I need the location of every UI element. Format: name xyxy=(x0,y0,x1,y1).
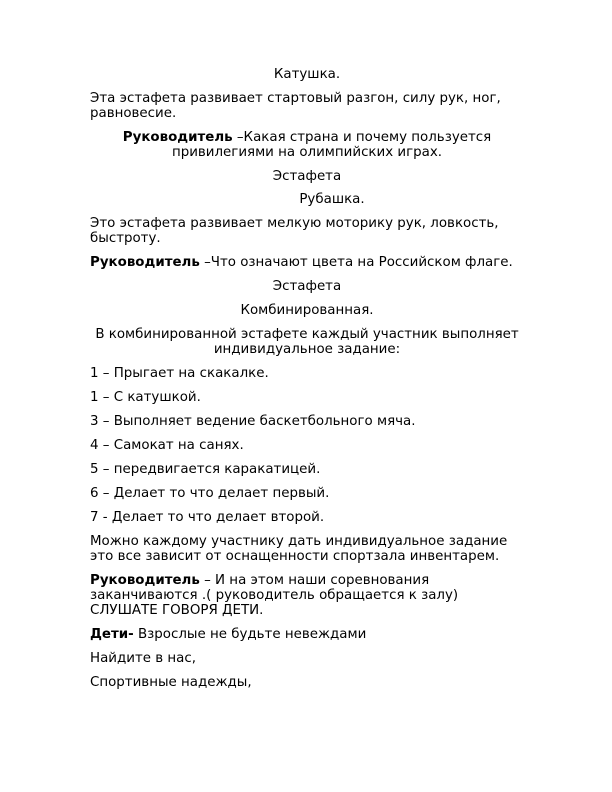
list-item: 3 – Выполняет ведение баскетбольного мяча. xyxy=(90,414,416,429)
poem-line: Спортивные надежды, xyxy=(90,675,252,690)
paragraph: Можно каждому участнику дать индивидуальное задание это все зависит от оснащенности спортзала инвентарем. xyxy=(90,534,508,564)
heading-rubashka: Рубашка. xyxy=(299,192,365,207)
paragraph: В комбинированной эстафете каждый участник выполняет индивидуальное задание: xyxy=(95,327,519,357)
heading-katushka: Катушка. xyxy=(273,67,341,82)
list-item: 7 - Делает то что делает второй. xyxy=(90,510,325,525)
remark-text: – И на этом наши соревнования заканчиваются .( руководитель обращается к залу) СЛУШАТЕ ГОВОРЯ ДЕТИ. xyxy=(90,573,459,618)
remark-text: Взрослые не будьте невеждами xyxy=(133,627,367,642)
leader-remark xyxy=(90,255,524,270)
speaker-label: Дети- xyxy=(90,627,134,642)
heading-kombinirovannaya: Комбинированная. xyxy=(240,303,374,318)
speaker-label: Руководитель xyxy=(122,130,233,145)
list-item: 6 – Делает то что делает первый. xyxy=(90,486,330,501)
list-item: 1 – С катушкой. xyxy=(90,390,201,405)
heading-estafeta: Эстафета xyxy=(272,279,342,294)
remark-text: –Что означают цвета на Российском флаге. xyxy=(199,255,513,270)
list-item: 1 – Прыгает на скакалке. xyxy=(90,366,269,381)
heading-estafeta: Эстафета xyxy=(272,169,342,184)
children-line xyxy=(90,627,524,642)
leader-remark xyxy=(90,130,524,160)
list-item: 5 – передвигается каракатицей. xyxy=(90,462,321,477)
remark-text: –Какая страна и почему пользуется привилегиями на олимпийских играх. xyxy=(171,130,492,160)
leader-remark xyxy=(90,573,524,618)
list-item: 4 – Самокат на санях. xyxy=(90,438,244,453)
speaker-label: Руководитель xyxy=(90,573,200,588)
poem-line: Найдите в нас, xyxy=(90,651,196,666)
paragraph: Это эстафета развивает мелкую моторику рук, ловкость, быстроту. xyxy=(90,216,499,246)
speaker-label: Руководитель xyxy=(90,255,200,270)
paragraph: Эта эстафета развивает стартовый разгон, силу рук, ног, равновесие. xyxy=(90,91,501,121)
